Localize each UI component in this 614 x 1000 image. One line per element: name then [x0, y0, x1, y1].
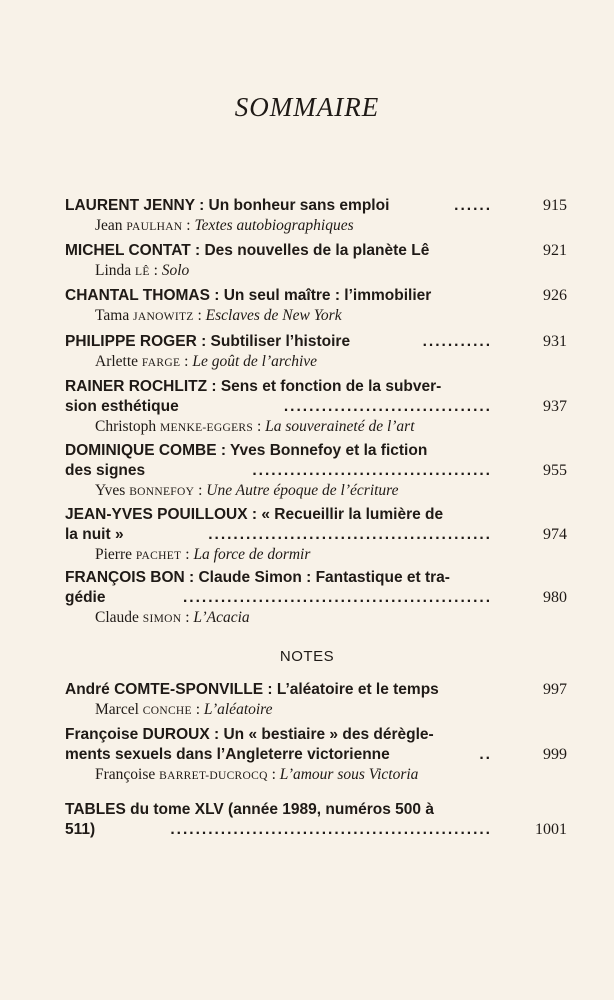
entry-heading: Françoise DUROUX : Un « bestiaire » des dérègle-: [65, 726, 434, 743]
page-number: 997: [543, 681, 567, 698]
entry-heading: MICHEL CONTAT : Des nouvelles de la planète Lê: [65, 242, 430, 259]
dot-leader: ......: [454, 197, 492, 214]
entry-heading-cont: sion esthétique: [65, 398, 179, 415]
page-number: 931: [543, 333, 567, 350]
entry-heading: PHILIPPE ROGER : Subtiliser l’histoire: [65, 333, 351, 350]
entry-heading: TABLES du tome XLV (année 1989, numéros 500 à: [65, 801, 434, 818]
entry-heading: CHANTAL THOMAS : Un seul maître : l’immobilier: [65, 287, 432, 304]
page-number: 937: [543, 398, 567, 415]
entry-heading-cont: 511): [65, 821, 96, 838]
page-title: SOMMAIRE: [234, 92, 380, 122]
dot-leader: ......................................: [252, 462, 492, 479]
reviewed-work: Françoise BARRET-DUCROCQ : L’amour sous Victoria: [95, 766, 419, 783]
page-number: 1001: [535, 821, 567, 838]
toc-entry: [65, 332, 567, 372]
page-number: 915: [543, 197, 567, 214]
toc-entry: [65, 725, 567, 785]
reviewed-work: Christoph MENKE-EGGERS : La souveraineté de l’art: [95, 418, 415, 435]
page-number: 974: [543, 526, 567, 543]
entry-heading-cont: des signes: [65, 462, 146, 479]
toc-entry: [65, 241, 567, 281]
toc-entry: [65, 568, 567, 628]
reviewed-work: Claude SIMON : L’Acacia: [95, 609, 250, 626]
toc-entry: [65, 196, 567, 236]
reviewed-work: Linda LÊ : Solo: [95, 262, 190, 279]
notes-heading: NOTES: [279, 648, 335, 665]
toc-entry: [65, 680, 567, 720]
dot-leader: .................................................: [182, 589, 492, 606]
page-number: 926: [543, 287, 567, 304]
entry-heading-cont: la nuit »: [65, 526, 124, 543]
dot-leader: ..: [479, 746, 492, 763]
toc-entry-tables: [65, 800, 567, 840]
reviewed-work: Marcel CONCHE : L’aléatoire: [95, 701, 273, 718]
page-number: 955: [543, 462, 567, 479]
entry-heading: FRANÇOIS BON : Claude Simon : Fantastique et tra-: [65, 569, 450, 586]
page-number: 921: [543, 242, 567, 259]
entry-heading-cont: gédie: [65, 589, 106, 606]
page-number: 980: [543, 589, 567, 606]
reviewed-work: Arlette FARGE : Le goût de l’archive: [95, 353, 318, 370]
dot-leader: .................................: [283, 398, 492, 415]
dot-leader: .............................................: [208, 526, 492, 543]
toc-entry: [65, 377, 567, 437]
reviewed-work: Yves BONNEFOY : Une Autre époque de l’écriture: [95, 482, 399, 499]
reviewed-work: Pierre PACHET : La force de dormir: [95, 546, 311, 563]
entry-heading: JEAN-YVES POUILLOUX : « Recueillir la lumière de: [65, 506, 444, 523]
entry-heading: DOMINIQUE COMBE : Yves Bonnefoy et la fiction: [65, 442, 428, 459]
page-number: 999: [543, 746, 567, 763]
entry-heading-cont: ments sexuels dans l’Angleterre victorienne: [65, 746, 390, 763]
entry-heading: André COMTE-SPONVILLE : L’aléatoire et le temps: [65, 681, 439, 698]
reviewed-work: Tama JANOWITZ : Esclaves de New York: [95, 307, 342, 324]
dot-leader: ...................................................: [170, 821, 492, 838]
toc-entry: [65, 286, 567, 326]
dot-leader: ...........: [422, 333, 492, 350]
entry-heading: LAURENT JENNY : Un bonheur sans emploi: [65, 197, 390, 214]
reviewed-work: Jean PAULHAN : Textes autobiographiques: [95, 217, 354, 234]
entry-heading: RAINER ROCHLITZ : Sens et fonction de la subver-: [65, 378, 442, 395]
toc-entry: [65, 505, 567, 565]
toc-entry: [65, 441, 567, 501]
